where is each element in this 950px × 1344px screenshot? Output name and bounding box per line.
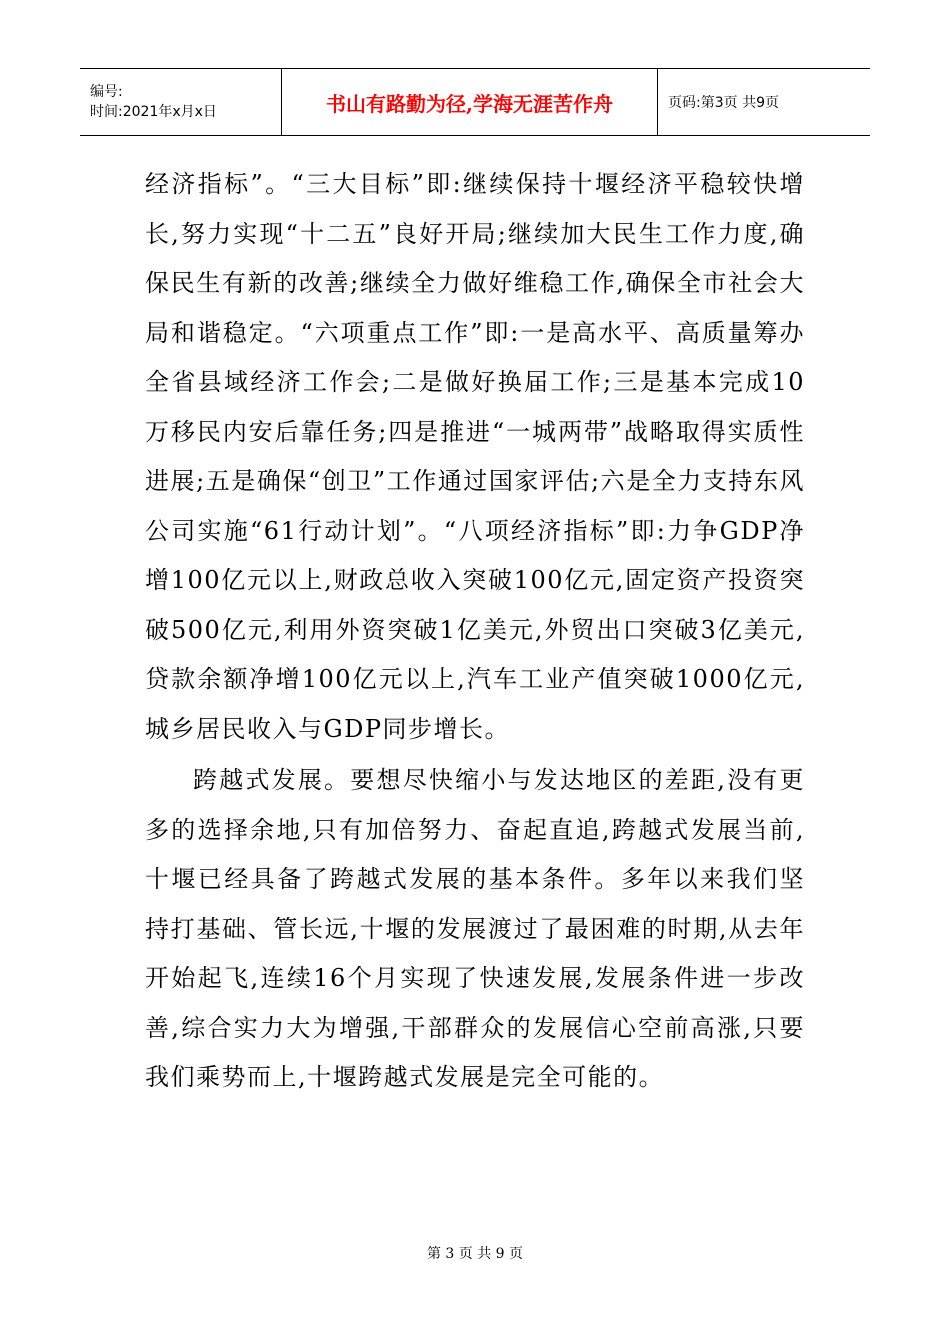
document-body — [145, 160, 805, 1103]
page-footer — [0, 1243, 950, 1263]
page-header — [80, 68, 870, 136]
motto-text: 书山有路勤为径,学海无涯苦作舟 — [326, 91, 613, 116]
paragraph-leapfrog-development: 跨越式发展。要想尽快缩小与发达地区的差距,没有更多的选择余地,只有加倍努力、奋起直追,跨越式发展当前,十堰已经具备了跨越式发展的基本条件。多年以来我们坚持打基础、管长远,十堰的发展渡过了最困难的时期,从去年开始起飞,连续16个月实现了快速发展,发展条件进一步改善,综合实力大为增强,干部群众的发展信心空前高涨,只要我们乘势而上,十堰跨越式发展是完全可能的。 — [145, 766, 805, 1091]
footer-page-number: 第 3 页 共 9 页 — [426, 1246, 524, 1262]
document-time-label: 时间:2021年x月x日 — [90, 104, 217, 120]
header-motto — [282, 69, 658, 135]
header-meta — [80, 69, 282, 135]
document-number-label: 编号: — [90, 84, 123, 100]
paragraph-continued: 经济指标”。“三大目标”即:继续保持十堰经济平稳较快增长,努力实现“十二五”良好开局;继续加大民生工作力度,确保民生有新的改善;继续全力做好维稳工作,确保全市社会大局和谐稳定。“六项重点工作”即:一是高水平、高质量筹办全省县域经济工作会;二是做好换届工作;三是基本完成10万移民内安后靠任务;四是推进“一城两带”战略取得实质性进展;五是确保“创卫”工作通过国家评估;六是全力支持东风公司实施“61行动计划”。“八项经济指标”即:力争GDP净增100亿元以上,财政总收入突破100亿元,固定资产投资突破500亿元,利用外资突破1亿美元,外贸出口突破3亿美元,贷款余额净增100亿元以上,汽车工业产值突破1000亿元,城乡居民收入与GDP同步增长。 — [145, 170, 805, 743]
header-page-info — [658, 69, 870, 135]
header-page-label: 页码:第3页 共9页 — [668, 95, 779, 111]
